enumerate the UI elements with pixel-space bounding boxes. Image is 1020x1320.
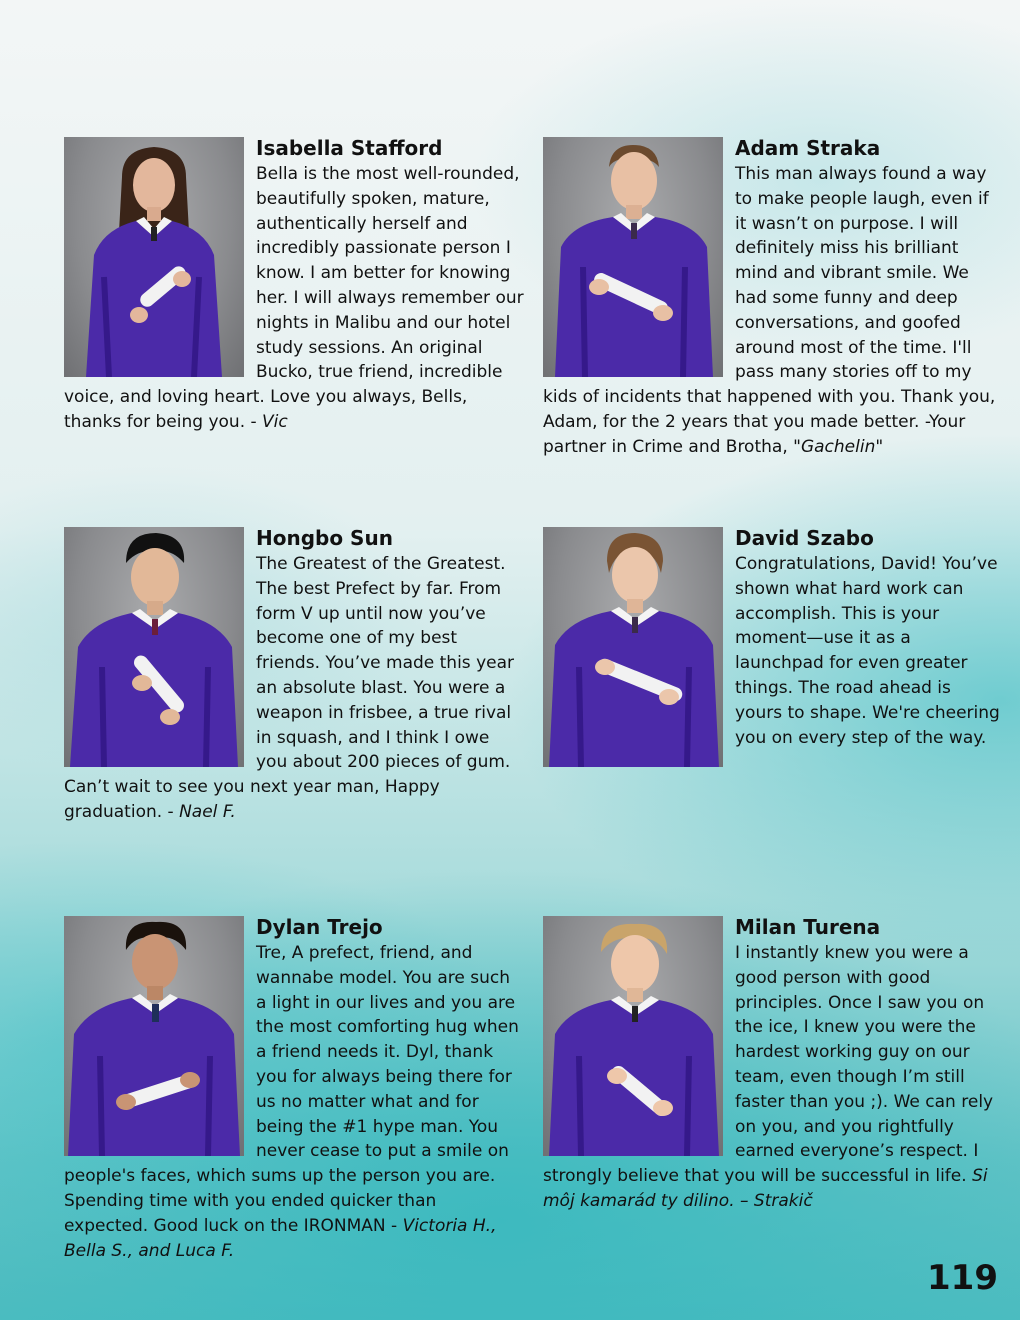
entry-dylan-trejo bbox=[64, 916, 524, 1263]
message-text: Bella is the most well-rounded, beautifully spoken, mature, authentically herself and incredibly passionate person I know. I am better for knowing her. I will always remember our nights in Malibu and our hotel study sessions. An original Bucko, true friend, incredible voice, and loving heart. Love you always, Bells, thanks for being you. - bbox=[64, 164, 524, 432]
graduate-portrait-image bbox=[543, 527, 723, 767]
portrait-photo bbox=[543, 137, 723, 377]
message-signature: Nael F. bbox=[179, 801, 236, 822]
message-text: Congratulations, David! You’ve shown what hard work can accomplish. This is your moment—use it as a launchpad for even greater things. The road ahead is yours to shape. We're cheering you on every step of the way. bbox=[735, 554, 1000, 748]
graduate-portrait-image bbox=[64, 916, 244, 1156]
student-name: Milan Turena bbox=[735, 915, 881, 939]
student-name: Hongbo Sun bbox=[256, 526, 393, 550]
student-name: Isabella Stafford bbox=[256, 136, 443, 160]
student-name: David Szabo bbox=[735, 526, 874, 550]
message-signature: Vic bbox=[262, 411, 288, 432]
entry-milan-turena bbox=[543, 916, 1003, 1214]
portrait-photo bbox=[543, 527, 723, 767]
message-text: Tre, A prefect, friend, and wannabe model. You are such a light in our lives and you are the most comforting hug when a friend needs it. Dyl, thank you for always being there for us no matter what and for being the #1 hype man. You never cease to put a smile on people's faces, which sums up the person you are. Spending time with you ended quicker than expected. Good luck on the IRONMAN - bbox=[64, 943, 519, 1236]
graduate-portrait-image bbox=[64, 137, 244, 377]
message-text: This man always found a way to make people laugh, even if it wasn’t on purpose. I will definitely miss his brilliant mind and vibrant smile. We had some funny and deep conversations, and goofed around most of the time. I'll pass many stories off to my kids of incidents that happened with you. Thank you, Adam, for the 2 years that you made better. -Your partner in Crime and Brotha, bbox=[543, 164, 996, 457]
entry-hongbo-sun bbox=[64, 527, 524, 825]
message-signature: "Gachelin" bbox=[793, 436, 884, 457]
message-signature: Si môj kamarád ty dilino. – Strakič bbox=[543, 1166, 988, 1211]
graduate-portrait-image bbox=[543, 137, 723, 377]
entry-isabella-stafford bbox=[64, 137, 524, 435]
graduate-portrait-image bbox=[543, 916, 723, 1156]
portrait-photo bbox=[543, 916, 723, 1156]
entry-adam-straka bbox=[543, 137, 1003, 460]
portrait-photo bbox=[64, 527, 244, 767]
graduate-portrait-image bbox=[64, 527, 244, 767]
message-signature: Victoria H., Bella S., and Luca F. bbox=[64, 1215, 497, 1261]
portrait-photo bbox=[64, 916, 244, 1156]
entry-david-szabo bbox=[543, 527, 1003, 771]
student-name: Dylan Trejo bbox=[256, 915, 383, 939]
message-text: I instantly knew you were a good person with good principles. Once I saw you on the ice, I knew you were the hardest working guy on our team, even though I’m still faster than you ;). We can rely on you, and you rightfully earned everyone’s respect. I strongly believe that you will be successful in life. bbox=[543, 943, 994, 1187]
message-text: The Greatest of the Greatest. The best Prefect by far. From form V up until now you’ve become one of my best friends. You’ve made this year an absolute blast. You were a weapon in frisbee, a true rival in squash, and I think I owe you about 200 pieces of gum. Can’t wait to see you next year man, Happy graduation. - bbox=[64, 554, 514, 822]
student-name: Adam Straka bbox=[735, 136, 881, 160]
page-number: 119 bbox=[927, 1258, 998, 1298]
portrait-photo bbox=[64, 137, 244, 377]
